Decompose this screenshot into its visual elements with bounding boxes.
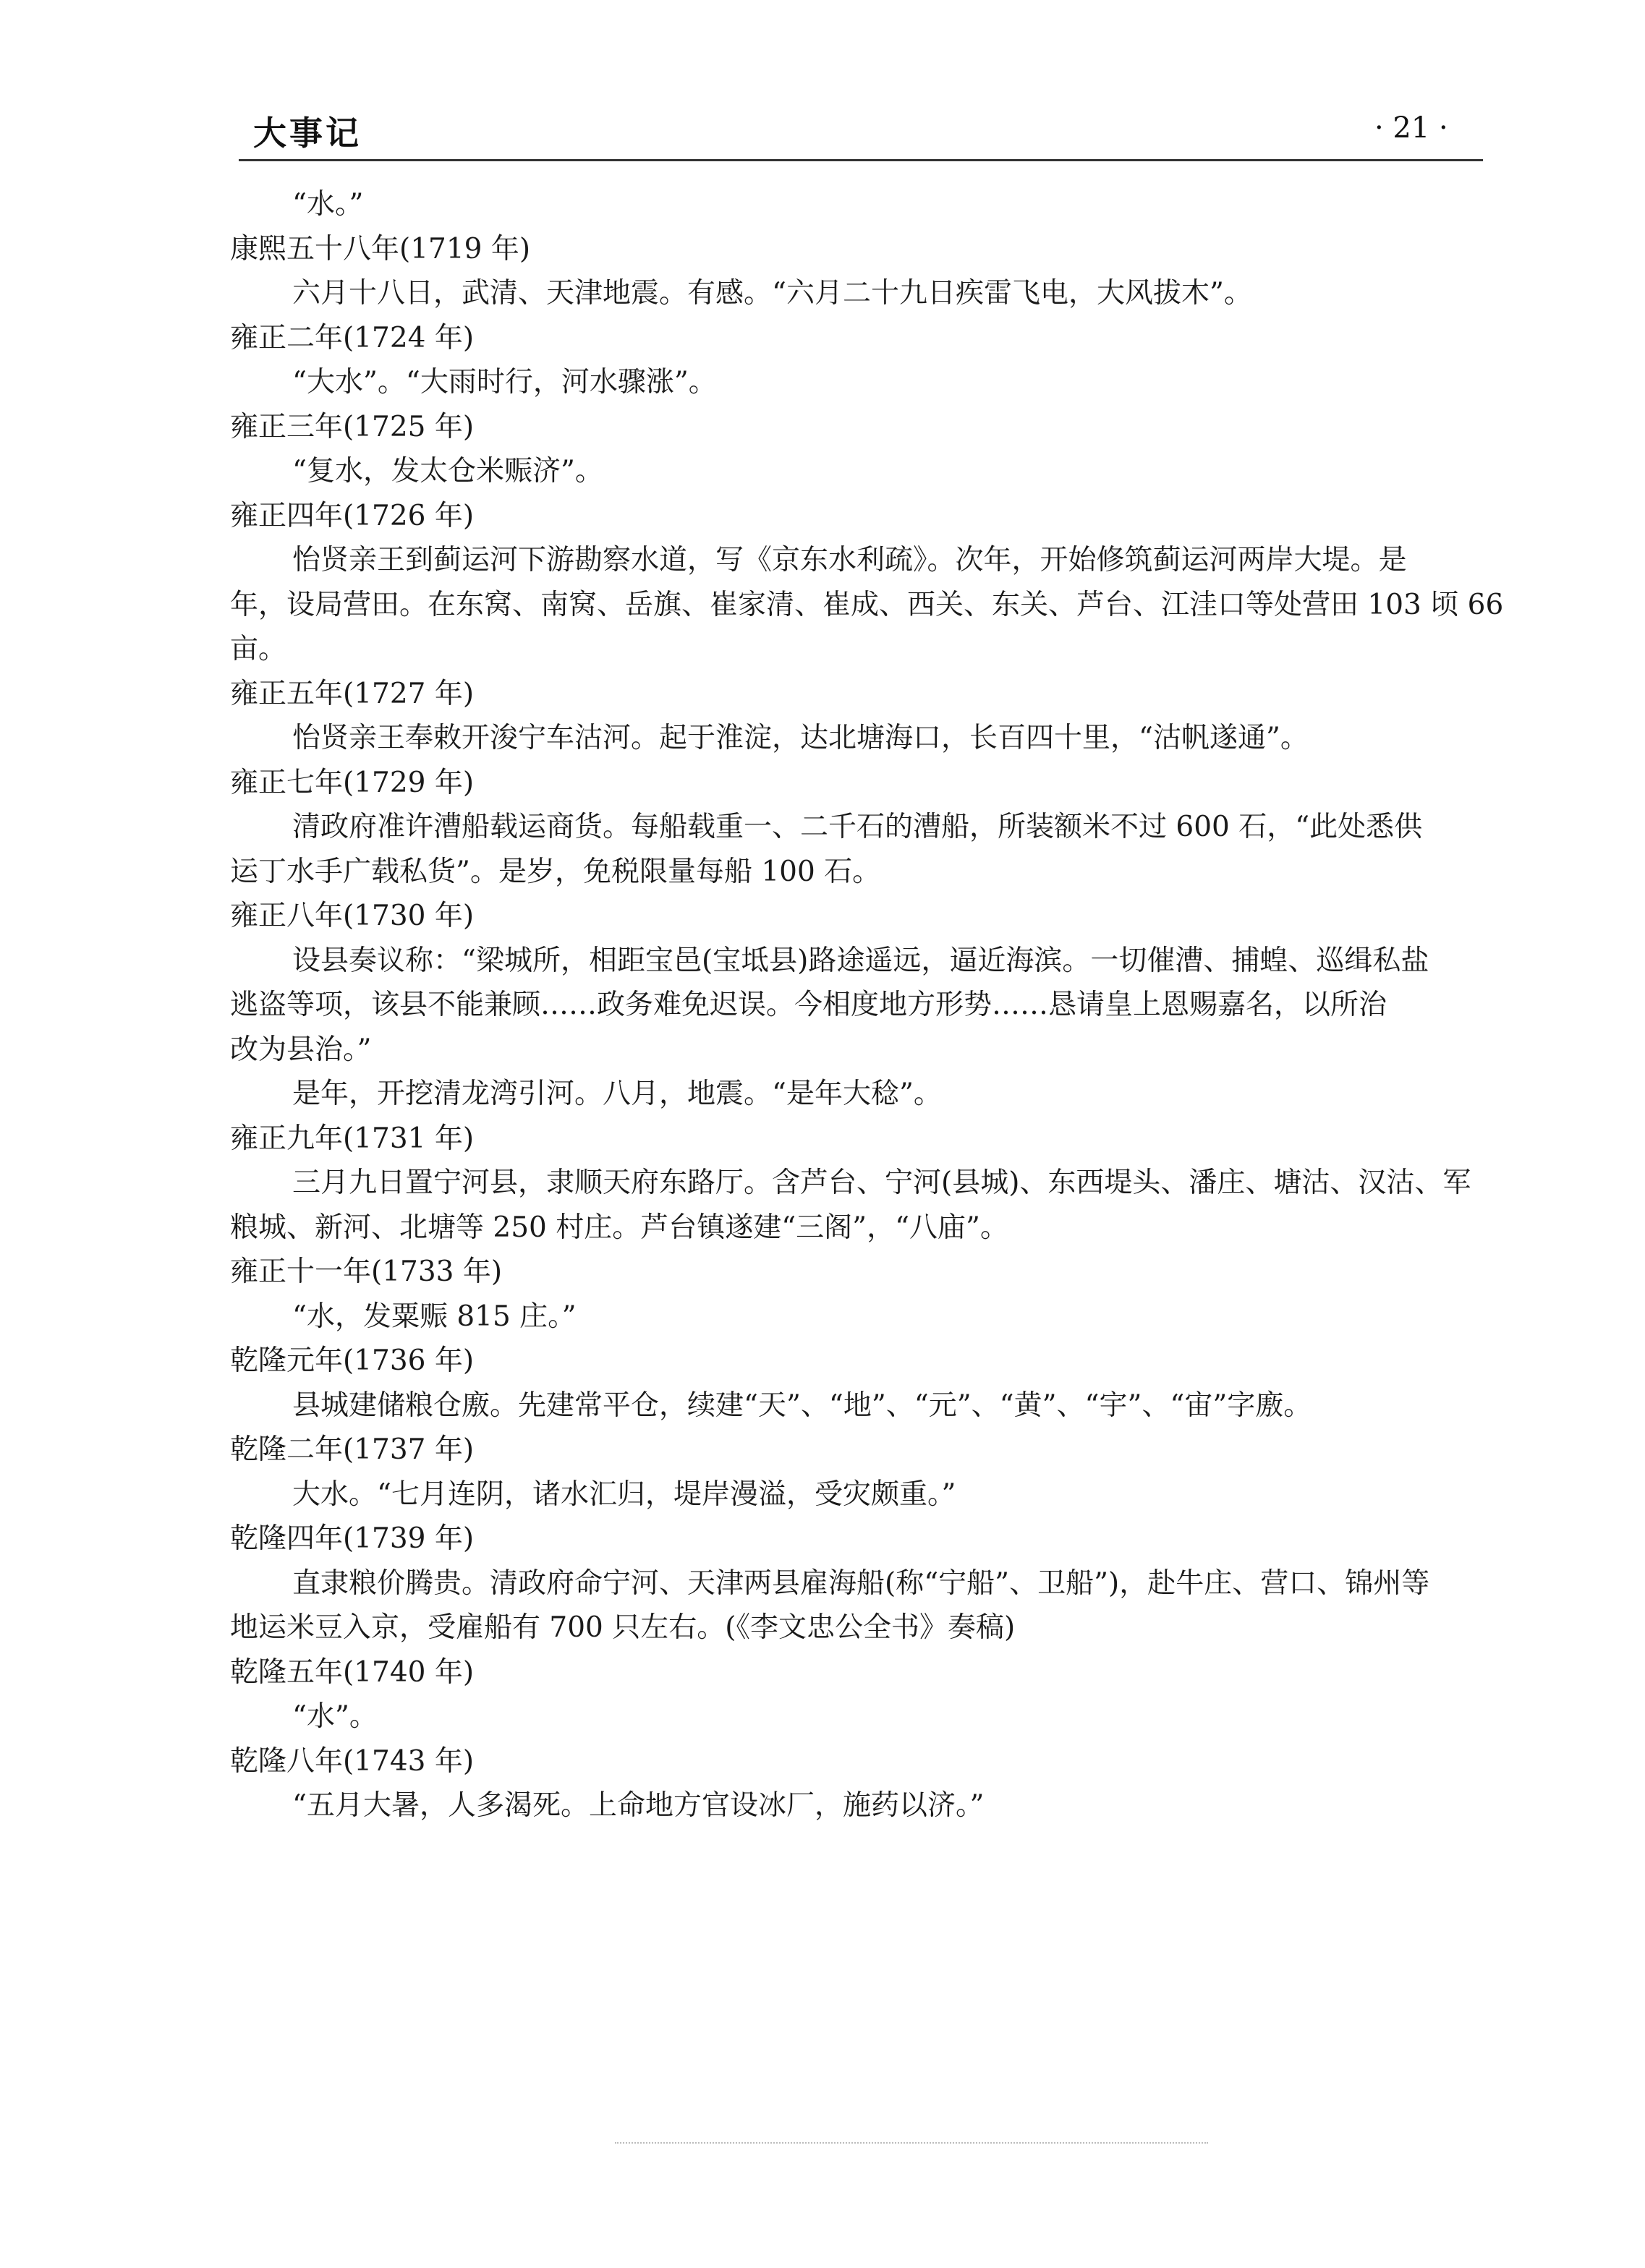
year-heading: 雍正五年(1727 年) [230,677,475,710]
entry-text-line: 运丁水手广载私货”。是岁，免税限量每船 100 石。 [230,855,881,888]
year-heading: 乾隆二年(1737 年) [230,1433,475,1466]
page-header [0,0,1645,174]
entry-text-line: 亩。 [230,633,287,665]
section-title: 大事记 [253,114,362,153]
entry-text-line: 改为县治。” [230,1033,372,1066]
entry-text-line: 三月九日置宁河县，隶顺天府东路厅。含芦台、宁河(县城)、东西堤头、潘庄、塘沽、汉沽、军 [292,1167,1471,1199]
header-divider [239,159,1483,161]
entry-text-line: “大水”。“大雨时行，河水骤涨”。 [292,366,717,398]
year-heading: 雍正二年(1724 年) [230,321,475,354]
year-heading: 雍正三年(1725 年) [230,410,475,443]
year-heading: 乾隆五年(1740 年) [230,1655,475,1689]
entry-text-line: 六月十八日，武清、天津地震。有感。“六月二十九日疾雷飞电，大风拔木”。 [292,277,1252,310]
entry-text-line: 年，设局营田。在东窝、南窝、岳旗、崔家清、崔成、西关、东关、芦台、江洼口等处营田 103 顷 66 [230,588,1504,621]
year-heading: 乾隆四年(1739 年) [230,1522,475,1555]
year-heading: 雍正四年(1726 年) [230,499,475,532]
entry-text-line: “五月大暑，人多渴死。上命地方官设冰厂，施药以济。” [292,1789,985,1822]
entry-text-line: 怡贤亲王奉敕开浚宁车沽河。起于淮淀，达北塘海口，长百四十里，“沽帆遂通”。 [292,722,1309,754]
year-heading: 雍正十一年(1733 年) [230,1256,503,1288]
year-heading: 乾隆八年(1743 年) [230,1744,475,1778]
year-heading: 康熙五十八年(1719 年) [230,232,531,265]
year-heading: 雍正七年(1729 年) [230,766,475,799]
entry-text-line: 是年，开挖清龙湾引河。八月，地震。“是年大稔”。 [292,1078,942,1110]
entry-text-line: “水，发粟赈 815 庄。” [292,1300,577,1333]
entry-text-line: “复水，发太仓米赈济”。 [292,455,603,487]
entry-text-line: 大水。“七月连阴，诸水汇归，堤岸漫溢，受灾颇重。” [292,1478,956,1511]
year-heading: 雍正八年(1730 年) [230,900,475,932]
year-heading: 乾隆元年(1736 年) [230,1344,475,1377]
entry-text-line: 县城建储粮仓廒。先建常平仓，续建“天”、“地”、“元”、“黄”、“宇”、“宙”字廒。 [292,1389,1312,1422]
entry-text-line: 逃盗等项，该县不能兼顾……政务难免迟误。今相度地方形势……恳请皇上恩赐嘉名，以所治 [230,989,1387,1021]
chronicle-body [230,182,1504,1828]
entry-text-line: 直隶粮价腾贵。清政府命宁河、天津两县雇海船(称“宁船”、卫船”)，赴牛庄、营口、锦州等 [292,1566,1430,1600]
entry-text-line: 地运米豆入京，受雇船有 700 只左右。(《李文忠公全书》奏稿) [230,1611,1016,1644]
entry-text-line: “水。” [292,188,364,221]
page-number: · 21 · [1374,111,1448,145]
entry-text-line: 设县奏议称：“梁城所，相距宝邑(宝坻县)路途遥远，逼近海滨。一切催漕、捕蝗、巡缉私盐 [292,944,1429,977]
entry-text-line: 怡贤亲王到蓟运河下游勘察水道，写《京东水利疏》。次年，开始修筑蓟运河两岸大堤。是 [292,544,1407,576]
entry-text-line: 粮城、新河、北塘等 250 村庄。芦台镇遂建“三阁”，“八庙”。 [230,1211,1008,1244]
entry-text-line: “水”。 [292,1700,378,1733]
entry-text-line: 清政府准许漕船载运商货。每船载重一、二千石的漕船，所装额米不过 600 石，“此处悉供 [292,811,1423,843]
footer-artifact [615,2142,1208,2146]
year-heading: 雍正九年(1731 年) [230,1122,475,1155]
